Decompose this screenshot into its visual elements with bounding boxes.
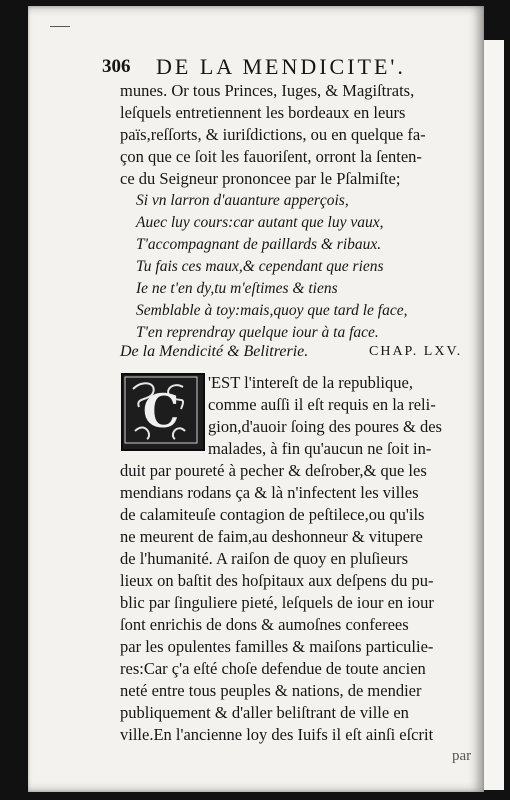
chapter-title: De la Mendicité & Belitrerie. (120, 343, 309, 360)
text-line: blic par ſinguliere pieté, leſquels de iour en iour (120, 593, 434, 612)
text-line: comme auſſi il eſt requis en la reli- (208, 395, 436, 414)
text-line: neté entre tous peuples & nations, de mendier (120, 681, 422, 700)
text-line: de calamiteuſe contagion de peſtilece,ou qu'ils (120, 505, 425, 524)
text-line: païs,reſſorts, & iuriſdictions, ou en quelque fa- (120, 125, 426, 144)
text-line: ne meurent de faim,au deshonneur & vitupere (120, 527, 423, 546)
text-line: munes. Or tous Princes, Iuges, & Magiſtrats, (120, 81, 415, 100)
verse-line: Ie ne t'en dy,tu m'eſtimes & tiens (136, 280, 338, 297)
chapter-number: CHAP. LXV. (369, 344, 463, 359)
text-line: publiquement & d'aller beliſtrant de ville en (120, 703, 409, 722)
catchword: par (452, 748, 472, 764)
page-edge (484, 40, 504, 790)
text-line: leſquels entretiennent les bordeaux en leurs (120, 103, 406, 122)
text-line: de l'humanité. A raiſon de quoy en pluſieurs (120, 549, 409, 568)
verse-line: Tu fais ces maux,& cependant que riens (136, 258, 384, 275)
text-line: 'EST l'intereſt de la republique, (208, 373, 413, 392)
text-line: gion,d'auoir ſoing des poures & des (208, 417, 442, 436)
verse-line: T'en reprendray quelque iour à ta face. (136, 324, 379, 341)
running-head: DE LA MENDICITE'. (156, 54, 406, 79)
text-line: duit par poureté à pecher & deſrober,& que les (120, 461, 427, 480)
text-line: par les opulentes familles & maiſons particulie- (120, 637, 434, 656)
page-header (102, 54, 462, 78)
ornamental-initial-icon (121, 373, 205, 451)
chapter-heading (120, 343, 480, 365)
verse-line: Auec luy cours:car autant que luy vaux, (136, 214, 384, 231)
verse-line: T'accompagnant de paillards & ribaux. (136, 236, 382, 253)
text-line: çon que ce ſoit les fauoriſent, orront la ſenten- (120, 147, 422, 166)
text-line: lieux on baſtit des hoſpitaux aux deſpens du pu- (120, 571, 434, 590)
text-line: ville.En l'ancienne loy des Iuifs il eſt ainſi eſcrit (120, 725, 434, 744)
text-line: malades, à fin qu'aucun ne ſoit in- (208, 439, 432, 458)
verse-line: Si vn larron d'auanture apperçois, (136, 192, 349, 209)
page-number: 306 (102, 56, 131, 77)
text-line: ce du Seigneur prononcee par le Pſalmiſte; (120, 169, 401, 188)
verse-line: Semblable à toy:mais,quoy que tard le face, (136, 302, 408, 319)
text-line: res:Car ç'a eſté choſe defendue de toute ancien (120, 659, 426, 678)
svg-text:C: C (142, 384, 180, 438)
text-line: mendians rodans ça & là n'infectent les villes (120, 483, 419, 502)
text-line: ſont enrichis de dons & aumoſnes conferees (120, 615, 409, 634)
page-corner-mark (50, 26, 70, 30)
